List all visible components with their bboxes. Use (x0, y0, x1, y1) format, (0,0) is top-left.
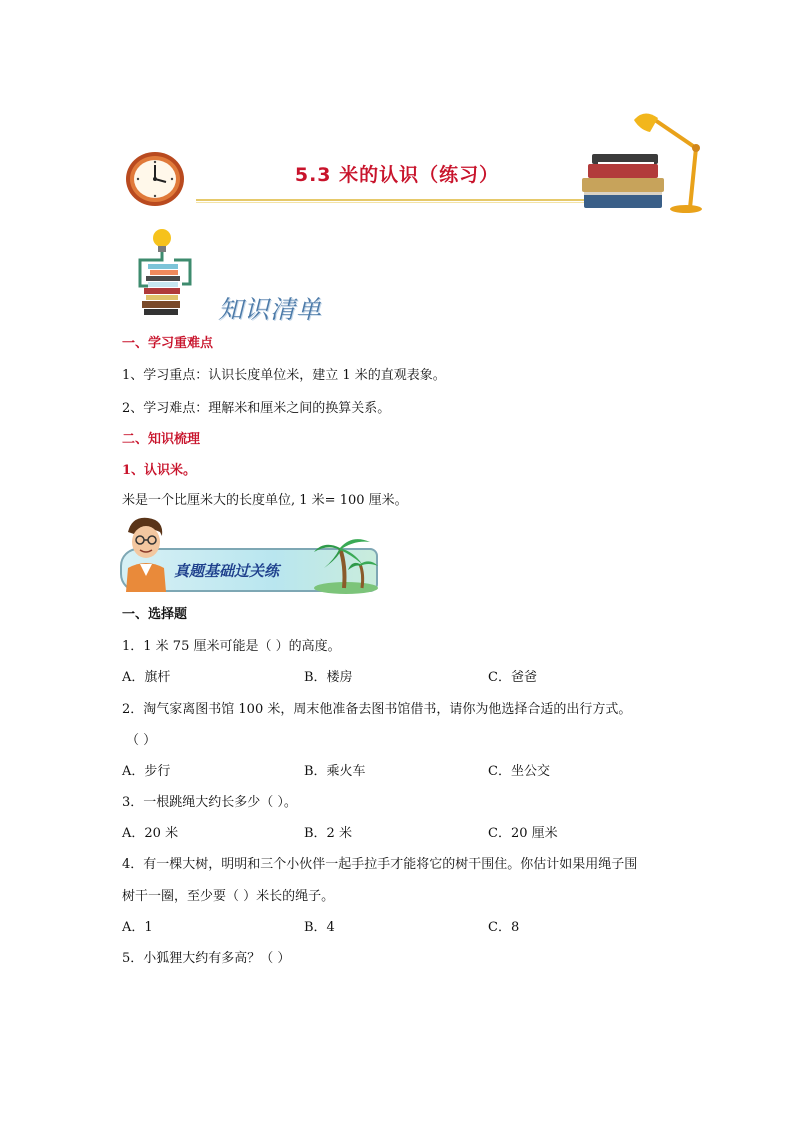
title-underline (196, 199, 584, 201)
question-4-continued: 树干一圈，至少要（ ）米长的绳子。 (122, 889, 335, 904)
palm-tree-icon (310, 530, 380, 594)
option-c[interactable]: C．8 (488, 920, 520, 935)
books-lamp-icon (578, 100, 708, 214)
exercise-heading: 一、选择题 (122, 607, 188, 622)
option-a[interactable]: A．步行 (122, 764, 171, 779)
banner-title: 真题基础过关练 (174, 562, 280, 580)
question-5: 5．小狐狸大约有多高？（ ） (122, 951, 291, 966)
section-heading: 一、学习重难点 (122, 336, 214, 351)
key-point-text: 1、学习重点：认识长度单位米，建立 1 米的直观表象。 (122, 368, 446, 383)
option-a[interactable]: A．20 米 (122, 826, 179, 841)
option-b[interactable]: B．楼房 (304, 670, 353, 685)
option-b[interactable]: B．2 米 (304, 826, 352, 841)
teacher-icon (118, 512, 174, 592)
question-3: 3．一根跳绳大约长多少（ ）。 (122, 795, 297, 810)
lightbulb-books-icon (134, 226, 220, 322)
question-2: 2．淘气家离图书馆 100 米，周末他准备去图书馆借书，请你为他选择合适的出行方式。 (122, 702, 632, 717)
page-title: 5.3 米的认识（练习） (294, 164, 500, 186)
subsection-heading: 1、认识米。 (122, 463, 197, 478)
difficult-point-text: 2、学习难点：理解米和厘米之间的换算关系。 (122, 401, 391, 416)
option-a[interactable]: A．旗杆 (122, 670, 171, 685)
option-c[interactable]: C．20 厘米 (488, 826, 558, 841)
knowledge-list-title: 知识清单 (218, 295, 323, 324)
title-underline-shadow (196, 202, 584, 203)
option-b[interactable]: B．4 (304, 920, 335, 935)
question-1: 1．1 米 75 厘米可能是（ ）的高度。 (122, 639, 341, 654)
question-4: 4．有一棵大树，明明和三个小伙伴一起手拉手才能将它的树干围住。你估计如果用绳子围 (122, 857, 638, 872)
option-c[interactable]: C．坐公交 (488, 764, 550, 779)
section-heading: 二、知识梳理 (122, 432, 201, 447)
answer-blank[interactable]: （ ） (126, 733, 157, 748)
option-a[interactable]: A．1 (122, 920, 153, 935)
option-b[interactable]: B．乘火车 (304, 764, 366, 779)
option-c[interactable]: C．爸爸 (488, 670, 537, 685)
knowledge-text: 米是一个比厘米大的长度单位, 1 米= 100 厘米。 (122, 493, 408, 508)
